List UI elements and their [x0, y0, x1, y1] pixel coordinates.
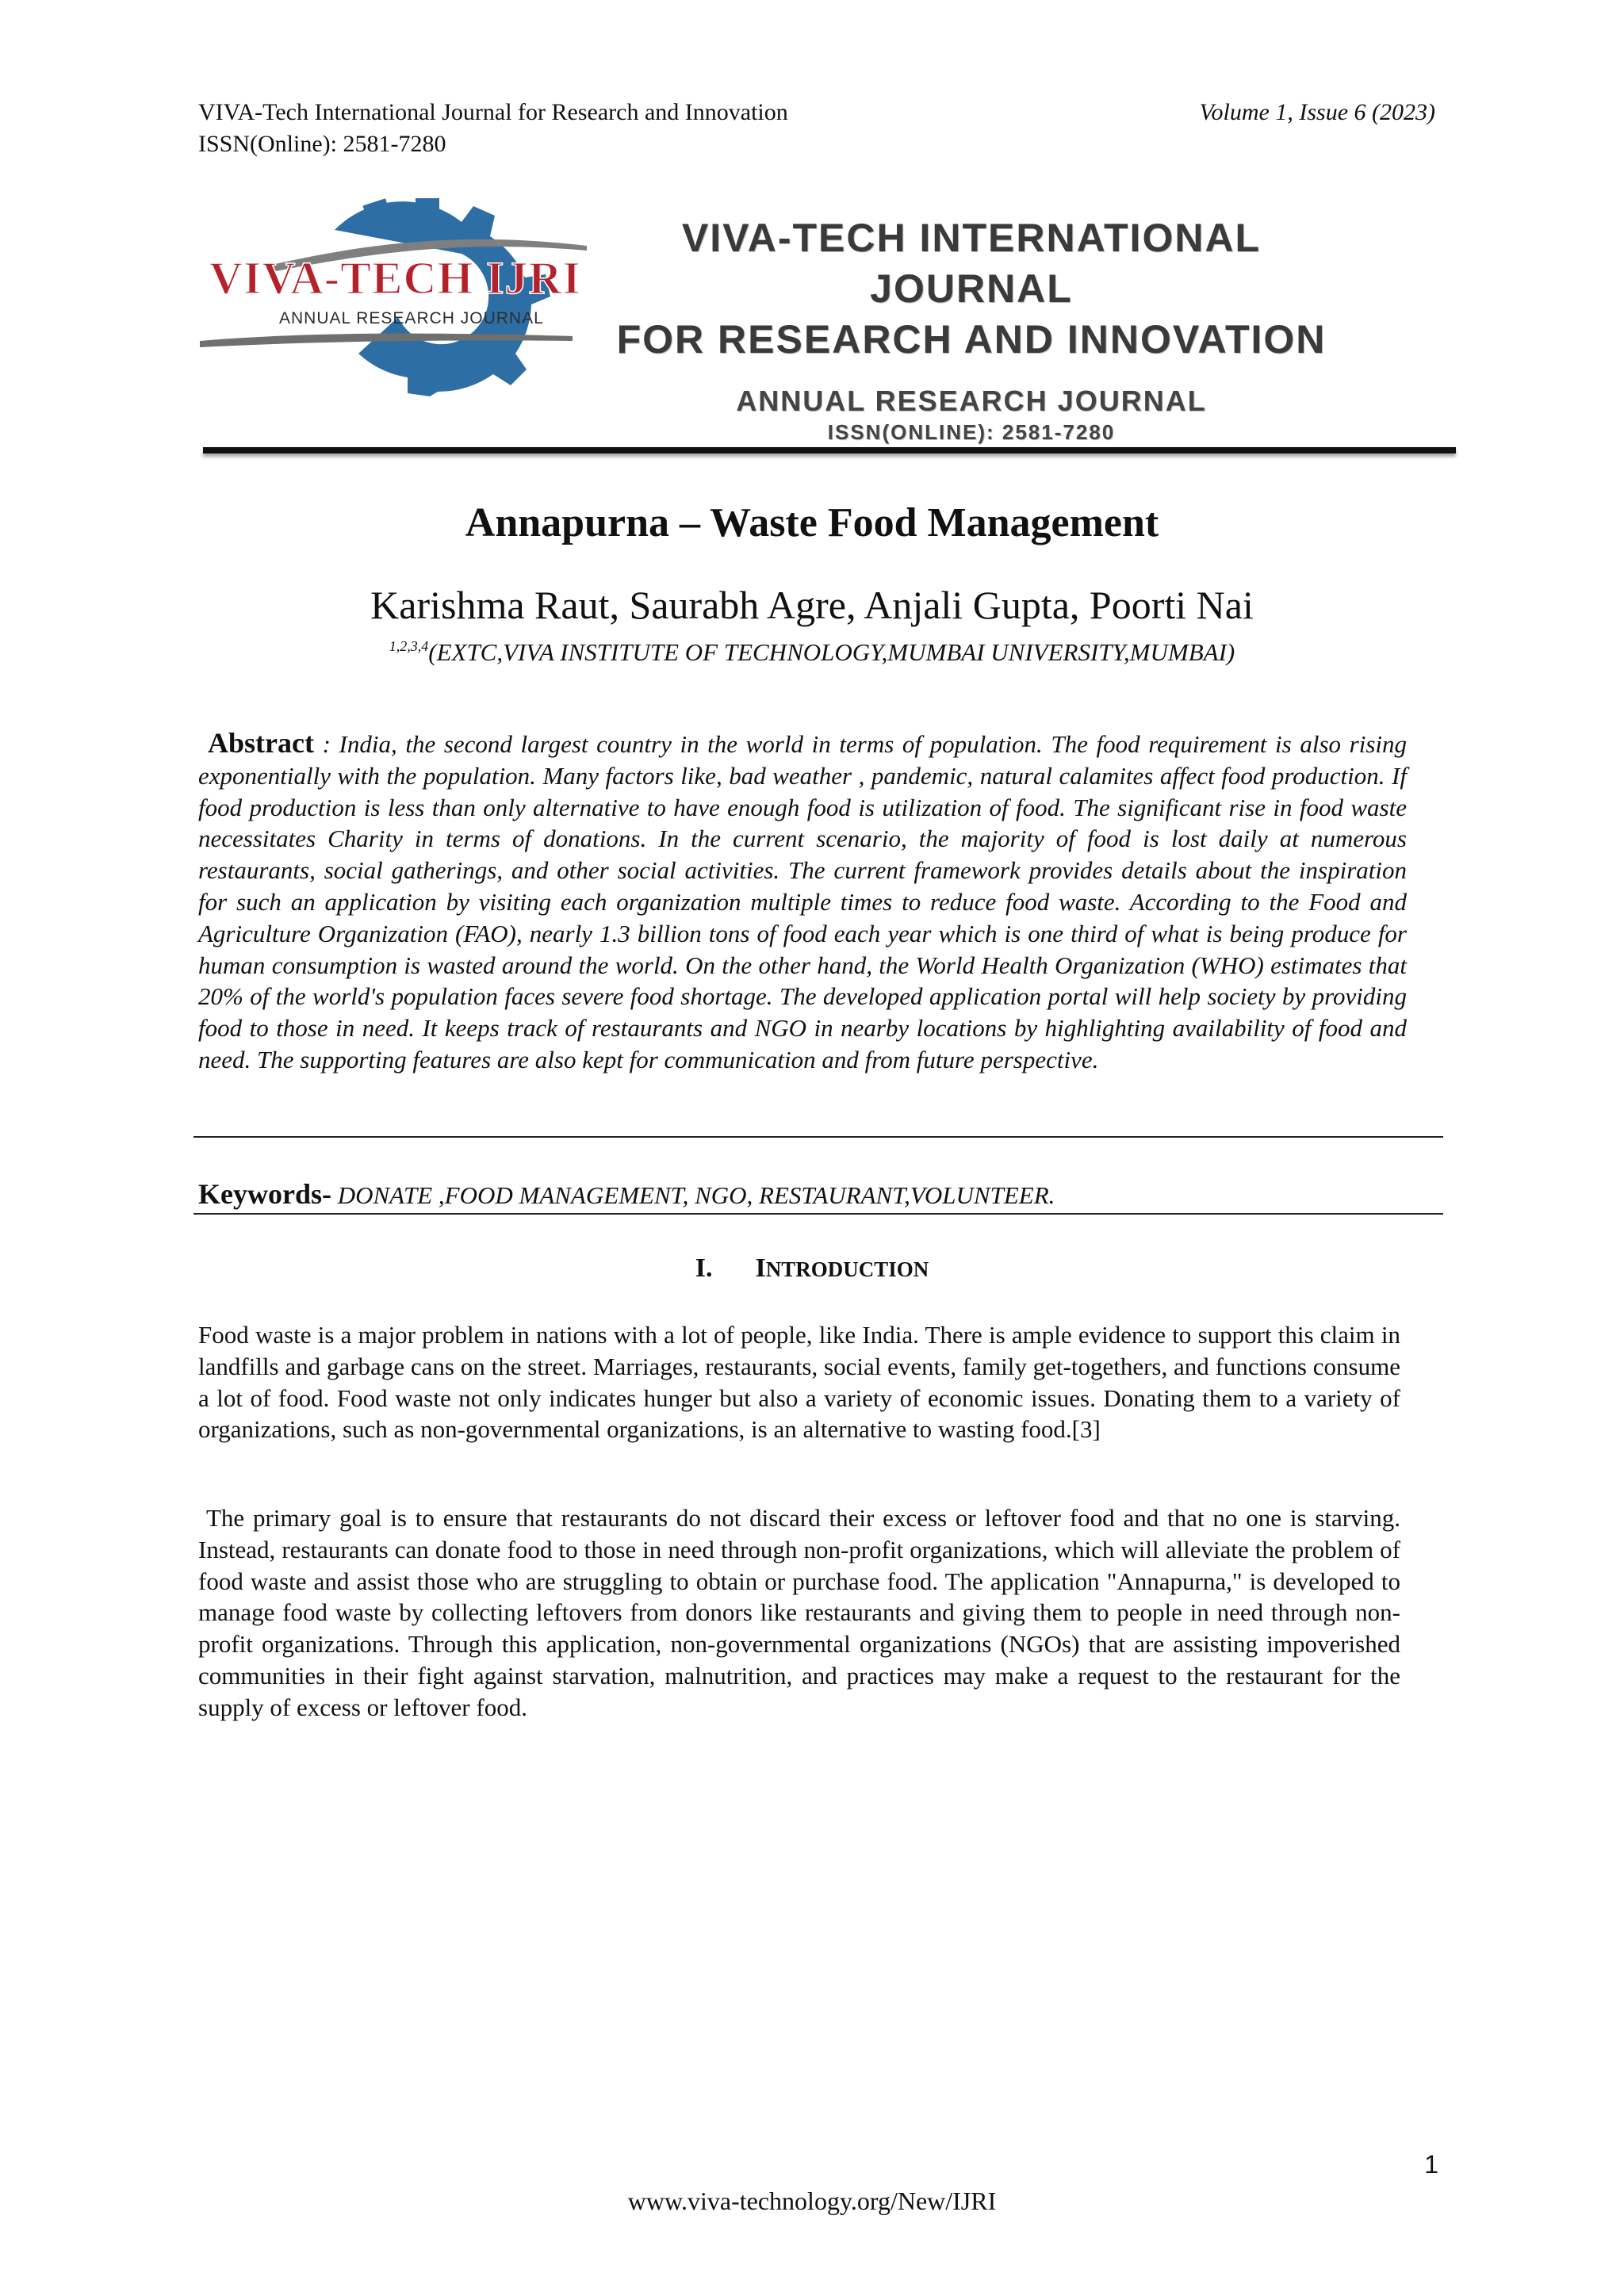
masthead-line2: FOR RESEARCH AND INNOVATION — [616, 317, 1327, 362]
volume-issue: Volume 1, Issue 6 (2023) — [1199, 99, 1435, 125]
keywords-list: DONATE ,FOOD MANAGEMENT, NGO, RESTAURANT,VOLUNTEER. — [331, 1181, 1055, 1209]
masthead-subtitle: ANNUAL RESEARCH JOURNAL — [736, 385, 1207, 417]
logo-text: VIVA-TECH IJRI — [209, 252, 581, 304]
keywords-label: Keywords- — [198, 1178, 331, 1210]
body-paragraph-2: The primary goal is to ensure that restaurants do not discard their excess or leftover food and that no one is starving. Instead, restaurants can donate food to those in need through non-profit organizations, which will alleviate the problem of food waste and assist those who are struggling to obtain or purchase food. The application "Annapurna," is developed to manage food waste by collecting leftovers from donors like restaurants and giving them to people in need through non-profit organizations. Through this application, non-governmental organizations (NGOs) that are assisting impoverished communities in their fight against starvation, malnutrition, and practices may make a request to the restaurant for the supply of excess or leftover food. — [198, 1504, 1400, 1721]
section-heading-introduction — [0, 1251, 1624, 1287]
abstract-text: : India, the second largest country in the world in terms of population. The food requirement is also rising exponentially with the population. Many factors like, bad weather , pandemic, natural calamites affect food production. If food production is less than only alternative to have enough food is utilization of food. The significant rise in food waste necessitates Charity in terms of donations. In the current scenario, the majority of food is lost daily at numerous restaurants, social gatherings, and other social activities. The current framework provides details about the inspiration for such an application by visiting each organization multiple times to reduce food waste. According to the Food and Agriculture Organization (FAO), nearly 1.3 billion tons of food each year which is one third of what is being produce for human consumption is wasted around the world. On the other hand, the World Health Organization (WHO) estimates that 20% of the world's population faces severe food shortage. The developed application portal will help society by providing food to those in need. It keeps track of restaurants and NGO in nearby locations by highlighting availability of food and need. The supporting features are also kept for communication and from future perspective. — [198, 730, 1407, 1073]
keywords-divider — [193, 1213, 1443, 1215]
keywords — [198, 1178, 1435, 1211]
journal-issn: ISSN(Online): 2581-7280 — [198, 131, 446, 157]
journal-logo — [200, 198, 587, 396]
running-header-left — [198, 97, 788, 160]
masthead-line1: VIVA-TECH INTERNATIONAL JOURNAL — [681, 216, 1262, 311]
page-number: 1 — [1424, 2150, 1438, 2179]
paper-title: Annapurna – Waste Food Management — [465, 500, 1159, 545]
journal-name: VIVA-Tech International Journal for Research and Innovation — [198, 99, 788, 125]
abstract-label: Abstract — [208, 727, 314, 759]
section-title-initial: I — [755, 1253, 766, 1283]
paper-authors: Karishma Raut, Saurabh Agre, Anjali Gupta, Poorti Nai — [370, 583, 1254, 627]
section-title-rest: NTRODUCTION — [765, 1257, 929, 1281]
footer-url: www.viva-technology.org/New/IJRI — [627, 2187, 997, 2215]
body-paragraph-1: Food waste is a major problem in nations with a lot of people, like India. There is ample evidence to support this claim in landfills and garbage cans on the street. Marriages, restaurants, social events, family get-togethers, and functions consume a lot of food. Food waste not only indicates hunger but also a variety of economic issues. Donating them to a variety of organizations, such as non-governmental organizations, is an alternative to wasting food.[3] — [198, 1321, 1400, 1444]
masthead-divider — [203, 447, 1456, 453]
masthead-issn: ISSN(ONLINE): 2581-7280 — [827, 420, 1116, 444]
affiliation-marks: 1,2,3,4 — [389, 638, 429, 654]
section-number: I. — [695, 1253, 713, 1283]
affiliation-text: (EXTC,VIVA INSTITUTE OF TECHNOLOGY,MUMBAI UNIVERSITY,MUMBAI) — [428, 638, 1235, 666]
paper-affiliation — [0, 630, 1624, 668]
masthead — [579, 212, 1364, 446]
abstract — [198, 728, 1407, 1076]
logo-subtext: ANNUAL RESEARCH JOURNAL — [279, 309, 544, 327]
abstract-divider — [193, 1136, 1443, 1138]
